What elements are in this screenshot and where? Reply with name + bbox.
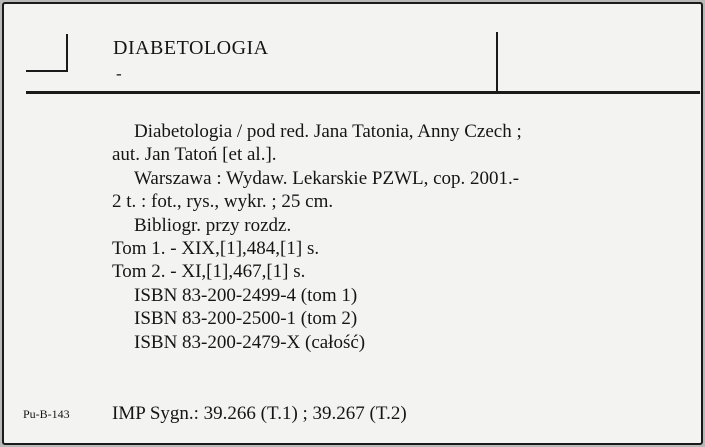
volume-1-line: Tom 1. - XIX,[1],484,[1] s. xyxy=(112,238,320,260)
card-body xyxy=(112,120,672,354)
header-horizontal-rule xyxy=(26,91,700,94)
author-line: aut. Jan Tatoń [et al.]. xyxy=(112,144,277,166)
bibliography-note: Bibliogr. przy rozdz. xyxy=(134,214,292,236)
card-heading-dash: - xyxy=(116,64,122,83)
corner-mark-vertical xyxy=(66,34,68,72)
publication-line: Warszawa : Wydaw. Lekarskie PZWL, cop. 2001.- xyxy=(134,167,520,189)
isbn-complete-set: ISBN 83-200-2479-X (całość) xyxy=(134,331,366,353)
corner-mark-horizontal xyxy=(26,70,68,72)
card-heading: DIABETOLOGIA xyxy=(113,37,269,59)
physical-description-line: 2 t. : fot., rys., wykr. ; 25 cm. xyxy=(112,191,334,213)
isbn-volume-1: ISBN 83-200-2499-4 (tom 1) xyxy=(134,284,358,306)
isbn-volume-2: ISBN 83-200-2500-1 (tom 2) xyxy=(134,308,358,330)
footer-code: Pu-B-143 xyxy=(23,407,70,421)
header-vertical-rule xyxy=(496,32,498,92)
catalog-card xyxy=(2,2,703,445)
title-line: Diabetologia / pod red. Jana Tatonia, Anny Czech ; xyxy=(134,121,522,142)
volume-2-line: Tom 2. - XI,[1],467,[1] s. xyxy=(112,261,306,283)
shelf-mark: IMP Sygn.: 39.266 (T.1) ; 39.267 (T.2) xyxy=(112,403,407,424)
